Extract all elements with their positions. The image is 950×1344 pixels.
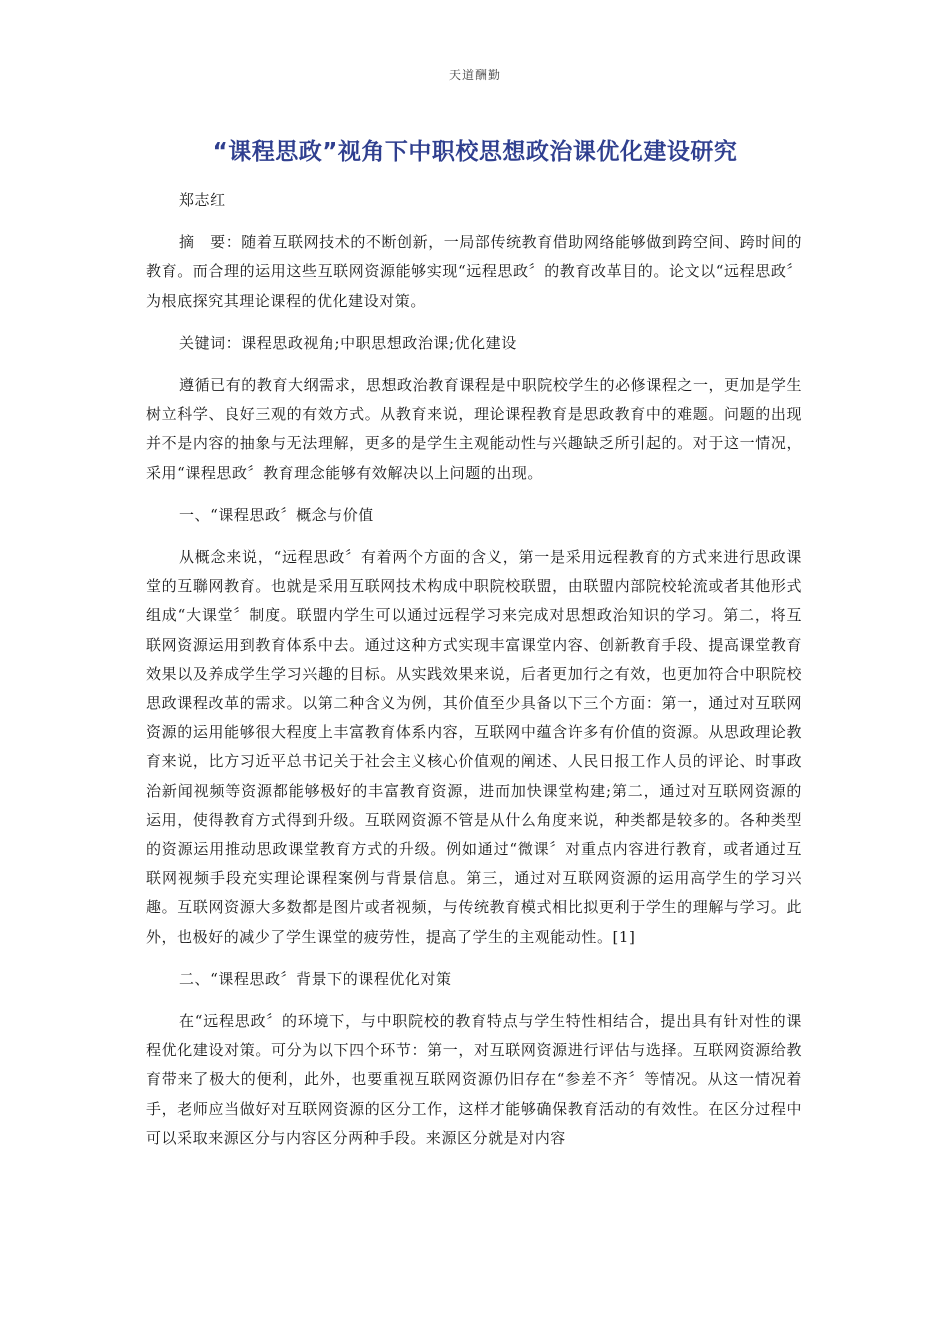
section-1-heading: 一、“课程思政〞概念与价值 <box>179 505 374 524</box>
abstract-paragraph: 摘 要：随着互联网技术的不断创新，一局部传统教育借助网络能够做到跨空间、跨时间的教育。而合理的运用这些互联网资源能够实现“远程思政〞的教育改革目的。论文以“远程思政〞为根底探究其理论课程的优化建设对策。 <box>146 233 802 310</box>
article-title: “课程思政”视角下中职校思想政治课优化建设研究 <box>212 139 738 165</box>
section-1-paragraph: 从概念来说，“远程思政〞有着两个方面的含义，第一是采用远程教育的方式来进行思政课堂的互聯网教育。也就是采用互联网技术构成中职院校联盟，由联盟内部院校轮流或者其他形式组成“大课堂〞制度。联盟内学生可以通过远程学习来完成对思想政治知识的学习。第二，将互联网资源运用到教育体系中去。通过这种方式实现丰富课堂内容、创新教育手段、提高课堂教育效果以及养成学生学习兴趣的目标。从实践效果来说，后者更加行之有效，也更加符合中职院校思政课程改革的需求。以第二种含义为例，其价值至少具备以下三个方面：第一，通过对互联网资源的运用能够很大程度上丰富教育体系内容，互联网中蕴含许多有价值的资源。从思政理论教育来说，比方习近平总书记关于社会主义核心价值观的阐述、人民日报工作人员的评论、时事政治新闻视频等资源都能够极好的丰富教育资源，进而加快课堂构建;第二，通过对互联网资源的运用，使得教育方式得到升级。互联网资源不管是从什么角度来说，种类都是较多的。各种类型的资源运用推动思政课堂教育方式的升级。例如通过“微课〞对重点内容进行教育，或者通过互联网视频手段充实理论课程案例与背景信息。第三，通过对互联网资源的运用高学生的学习兴趣。互联网资源大多数都是图片或者视频，与传统教育模式相比拟更利于学生的理解与学习。此外，也极好的减少了学生课堂的疲劳性，提高了学生的主观能动性。[1] <box>146 548 802 946</box>
intro-paragraph: 遵循已有的教育大纲需求，思想政治教育课程是中职院校学生的必修课程之一，更加是学生树立科学、良好三观的有效方式。从教育来说，理论课程教育是思政教育中的难题。问题的出现并不是内容的抽象与无法理解，更多的是学生主观能动性与兴趣缺乏所引起的。对于这一情况，采用“课程思政〞教育理念能够有效解决以上问题的出现。 <box>146 376 802 482</box>
running-header: 天道酬勤 <box>448 68 501 82</box>
author-name: 郑志红 <box>179 191 226 209</box>
section-2-heading: 二、“课程思政〞背景下的课程优化对策 <box>179 969 452 988</box>
keywords-paragraph: 关键词：课程思政视角;中职思想政治课;优化建设 <box>179 333 517 352</box>
section-2-paragraph: 在“远程思政〞的环境下，与中职院校的教育特点与学生特性相结合，提出具有针对性的课程优化建设对策。可分为以下四个环节：第一，对互联网资源进行评估与选择。互联网资源给教育带来了极大的便利，此外，也要重视互联网资源仍旧存在“参差不齐〞等情况。从这一情况着手，老师应当做好对互联网资源的区分工作，这样才能够确保教育活动的有效性。在区分过程中可以采取来源区分与内容区分两种手段。来源区分就是对内容 <box>146 1012 802 1147</box>
article-body <box>146 186 802 1166</box>
